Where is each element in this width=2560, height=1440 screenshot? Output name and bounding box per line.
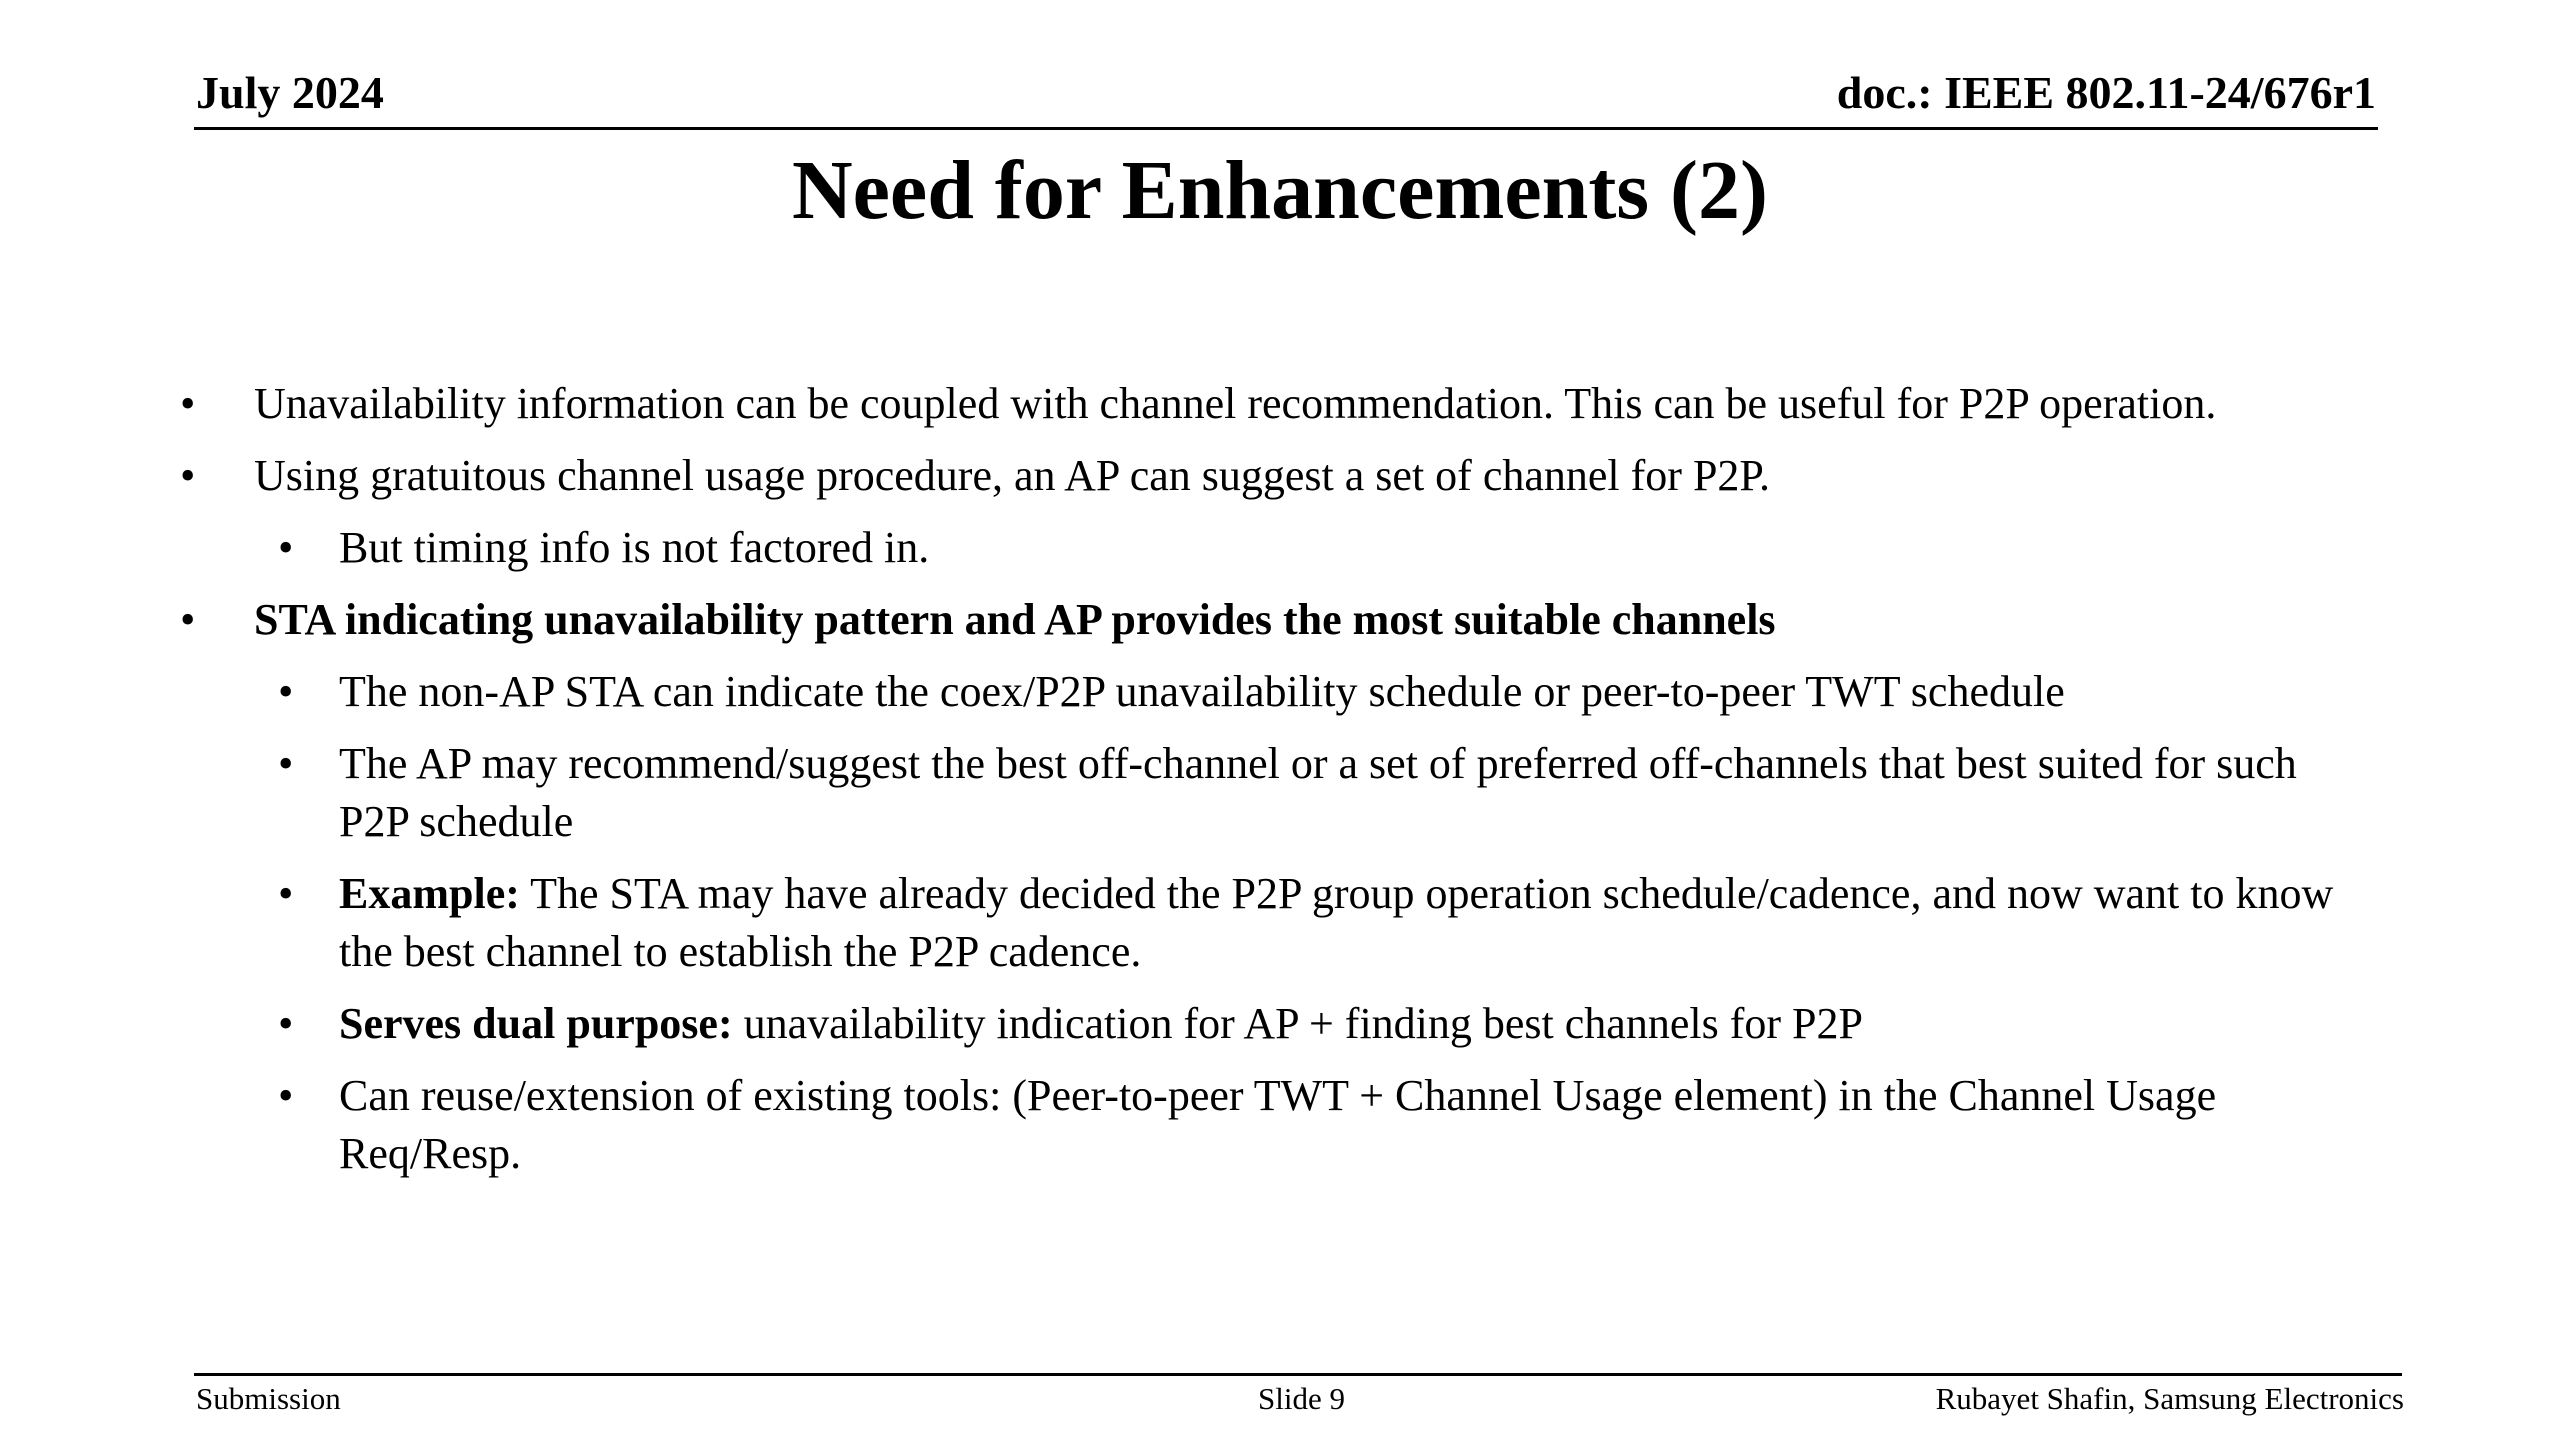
bullet-label-bold: Example: — [339, 869, 520, 918]
bullet-icon: • — [278, 523, 294, 572]
footer-slide-number: Slide 9 — [1258, 1381, 1345, 1416]
footer-divider — [194, 1373, 2402, 1376]
footer-author: Rubayet Shafin, Samsung Electronics — [1935, 1381, 2404, 1416]
sub-bullet-item — [180, 663, 2370, 721]
bullet-item — [180, 375, 2370, 433]
sub-bullet-item — [180, 1067, 2370, 1183]
bullet-text: Can reuse/extension of existing tools: (Peer-to-peer TWT + Channel Usage element) in the Channel Usage Req/Resp. — [339, 1071, 2217, 1178]
bullet-icon: • — [180, 595, 196, 644]
bullet-text: The AP may recommend/suggest the best off-channel or a set of preferred off-channels that best suited for such P2P schedule — [339, 739, 2297, 846]
bullet-text: unavailability indication for AP + finding best channels for P2P — [732, 999, 1863, 1048]
header-date: July 2024 — [196, 67, 384, 118]
bullet-label-bold: Serves dual purpose: — [339, 999, 733, 1048]
slide-body — [180, 375, 2370, 1197]
bullet-text: Using gratuitous channel usage procedure, an AP can suggest a set of channel for P2P. — [254, 451, 1771, 500]
slide-title: Need for Enhancements (2) — [791, 144, 1768, 237]
bullet-text-bold: STA indicating unavailability pattern and AP provides the most suitable channels — [254, 595, 1776, 644]
bullet-icon: • — [180, 451, 196, 500]
bullet-text: The non-AP STA can indicate the coex/P2P unavailability schedule or peer-to-peer TWT schedule — [339, 667, 2065, 716]
bullet-text: Unavailability information can be coupled with channel recommendation. This can be useful for P2P operation. — [254, 379, 2217, 428]
header-divider — [194, 127, 2378, 130]
sub-bullet-item — [180, 865, 2370, 981]
sub-bullet-item — [180, 735, 2370, 851]
bullet-item — [180, 591, 2370, 649]
sub-bullet-item — [180, 995, 2370, 1053]
sub-bullet-item — [180, 519, 2370, 577]
bullet-icon: • — [278, 1071, 294, 1120]
footer-submission: Submission — [196, 1381, 341, 1416]
bullet-icon: • — [278, 999, 294, 1048]
bullet-icon: • — [278, 869, 294, 918]
bullet-item — [180, 447, 2370, 505]
header-doc-id: doc.: IEEE 802.11-24/676r1 — [1836, 67, 2376, 118]
bullet-text: The STA may have already decided the P2P group operation schedule/cadence, and now want to know the best channel to establish the P2P cadence. — [339, 869, 2334, 976]
bullet-text: But timing info is not factored in. — [339, 523, 930, 572]
bullet-icon: • — [278, 667, 294, 716]
bullet-icon: • — [278, 739, 294, 788]
bullet-icon: • — [180, 379, 196, 428]
